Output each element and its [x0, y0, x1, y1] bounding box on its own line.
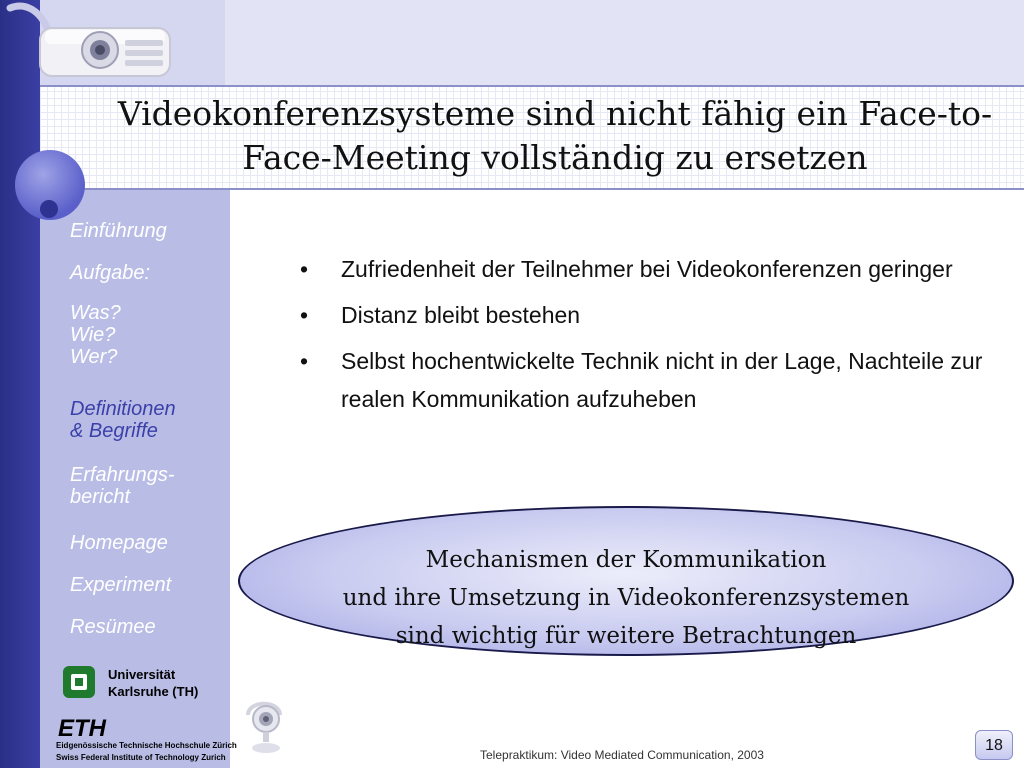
eth-name-english: Swiss Federal Institute of Technology Zurich — [56, 753, 226, 762]
bullet-marker: • — [300, 256, 309, 282]
eth-name-german: Eidgenössische Technische Hochschule Zürich — [56, 741, 237, 750]
footer-text: Telepraktikum: Video Mediated Communication, 2003 — [480, 748, 764, 762]
sidebar-item-experiment[interactable]: Experiment — [70, 574, 172, 596]
bullet-text: Selbst hochentwickelte Technik nicht in der Lage, Nachteile zur realen Kommunikation aufzuheben — [341, 348, 983, 412]
webcam-icon — [240, 695, 290, 755]
eth-wordmark: ETH — [58, 715, 106, 742]
sidebar-item-definitionen[interactable]: Definitionen & Begriffe — [70, 398, 176, 442]
sidebar-item-homepage[interactable]: Homepage — [70, 532, 168, 554]
sidebar-item-einfuehrung[interactable]: Einführung — [70, 220, 167, 242]
bullet-text: Distanz bleibt bestehen — [341, 302, 581, 328]
left-decor-strip — [0, 0, 40, 768]
list-item — [300, 296, 1000, 334]
header-band — [225, 0, 1024, 85]
callout-text: Mechanismen der Kommunikation und ihre Umsetzung in Videokonferenzsystemen sind wichtig für weitere Betrachtungen — [342, 547, 910, 649]
eth-logo — [56, 712, 126, 742]
university-logo-icon — [62, 665, 96, 699]
bullet-marker: • — [300, 348, 309, 374]
slide-title: Videokonferenzsysteme sind nicht fähig ein Face-to-Face-Meeting vollständig zu ersetzen — [117, 94, 993, 177]
sidebar-item-resuemee[interactable]: Resümee — [70, 616, 156, 638]
projector-icon — [0, 0, 200, 90]
sidebar-item-was-wie-wer[interactable]: Was? Wie? Wer? — [70, 302, 121, 368]
sidebar-item-erfahrungsbericht[interactable]: Erfahrungs- bericht — [70, 464, 175, 508]
list-item — [300, 342, 1000, 418]
university-name: Universität Karlsruhe (TH) — [108, 667, 199, 699]
bullet-marker: • — [300, 302, 309, 328]
list-item — [300, 250, 1000, 288]
bullet-list — [300, 250, 1000, 426]
page-number: 18 — [975, 730, 1013, 760]
bullet-text: Zufriedenheit der Teilnehmer bei Videokonferenzen geringer — [341, 256, 953, 282]
decor-circle-small — [40, 200, 58, 218]
sidebar-item-aufgabe[interactable]: Aufgabe: — [70, 262, 151, 284]
